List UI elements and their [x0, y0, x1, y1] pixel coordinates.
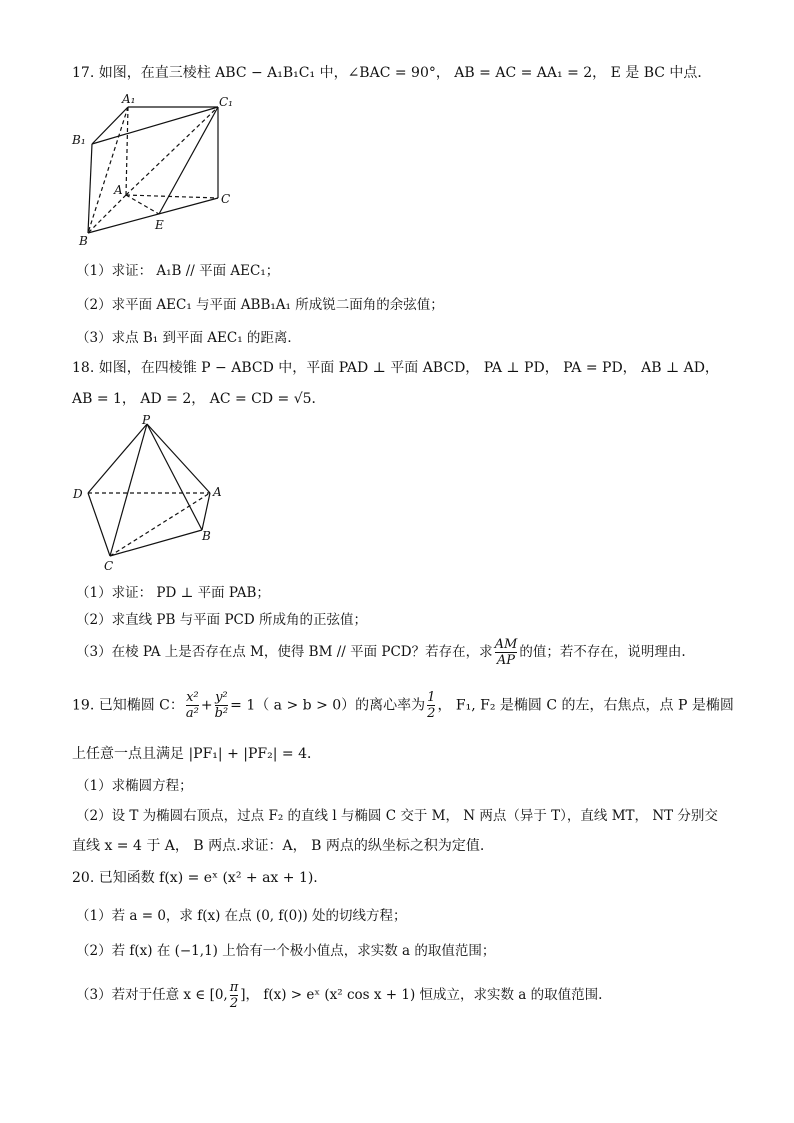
label-C1: C₁ [219, 95, 233, 109]
edge-PA [147, 424, 210, 493]
prism-figure [70, 90, 250, 250]
q18-fraction-am-ap: $\frac{AM}{AP}$ [494, 637, 518, 668]
q19-part2: （2）设 T 为椭圆右顶点，过点 F₂ 的直线 l 与椭圆 C 交于 M， N 两点（异于 T），直线 MT， NT 分别交 [76, 808, 718, 824]
q19-part1: （1）求椭圆方程； [76, 778, 193, 794]
q18-part3 [76, 637, 686, 668]
q17-stem: 17. 如图，在直三棱柱 ABC − A₁B₁C₁ 中，∠BAC = 90°， AB = AC = AA₁ = 2， E 是 BC 中点． [72, 65, 712, 81]
q20-part3: （3）若对于任意 x ∈ [0, $\frac{\pi}{2}$ ]， f(x) > eˣ (x² cos x + 1) 恒成立，求实数 a 的取值范围. [76, 980, 603, 1011]
edge-AC [126, 195, 218, 198]
edge-PB [147, 424, 202, 530]
q20-frac-pi-2: $\frac{\pi}{2}$ [229, 980, 239, 1011]
q18-part3-before: （3）在棱 PA 上是否存在点 M，使得 BM // 平面 PCD？若存在，求 [76, 644, 493, 660]
edge-CB [110, 530, 202, 556]
q19-frac-y2-b2: $\frac{\text{y²}}{\text{b²}}$ [214, 690, 229, 721]
q17-part1: （1）求证： A₁B // 平面 AEC₁； [76, 263, 280, 279]
label-A: A [213, 485, 222, 499]
q18-part2: （2）求直线 PB 与平面 PCD 所成角的正弦值； [76, 612, 367, 628]
q18-part1: （1）求证： PD ⊥ 平面 PAB； [76, 585, 270, 601]
label-C: C [221, 192, 231, 206]
q17-part3: （3）求点 B₁ 到平面 AEC₁ 的距离． [76, 330, 301, 346]
label-B: B [202, 529, 211, 543]
label-D: D [73, 487, 83, 501]
label-C: C [104, 559, 114, 572]
label-E: E [155, 218, 164, 232]
edge-C1E [159, 107, 218, 214]
q19-frac-x2-a2: $\frac{\text{x²}}{\text{a²}}$ [185, 690, 199, 721]
edge-AE [126, 195, 159, 214]
q20-stem: 20. 已知函数 f(x) = eˣ (x² + ax + 1). [72, 870, 318, 886]
edge-A1B [88, 107, 128, 233]
q19-stem-line1: 19. 已知椭圆 C： $\frac{\text{x²}}{\text{a²}}$ + $\frac{\text{y²}}{\text{b²}}$ = 1（ a > b > 0）的离心率为 $\frac{1}{2}$ ， F₁, F₂ 是椭圆 C 的左，右焦点，点 P 是椭圆 [72, 690, 734, 721]
edge-A1A [126, 107, 128, 195]
q19-stem-line2: 上任意一点且满足 |PF₁| + |PF₂| = 4． [72, 746, 321, 762]
q18-stem-line1: 18. 如图，在四棱锥 P − ABCD 中，平面 PAD ⊥ 平面 ABCD， PA ⊥ PD， PA = PD， AB ⊥ AD， [72, 360, 719, 376]
pyramid-figure [68, 414, 228, 572]
q20-part1: （1）若 a = 0，求 f(x) 在点 (0, f(0)) 处的切线方程； [76, 908, 407, 924]
q19-part2-cont: 直线 x = 4 于 A， B 两点.求证：A， B 两点的纵坐标之积为定值. [72, 838, 485, 854]
edge-BC [88, 198, 218, 233]
q17-part2: （2）求平面 AEC₁ 与平面 ABB₁A₁ 所成锐二面角的余弦值； [76, 297, 444, 313]
label-A: A [114, 183, 123, 197]
q19-frac-one-half: $\frac{1}{2}$ [427, 690, 436, 721]
edge-B1B [88, 144, 92, 233]
edge-BA [202, 493, 210, 530]
label-B1: B₁ [72, 133, 86, 147]
label-B: B [79, 234, 88, 248]
q20-part2: （2）若 f(x) 在 (−1,1) 上恰有一个极小值点，求实数 a 的取值范围； [76, 943, 496, 959]
label-P: P [142, 414, 151, 427]
edge-PD [88, 424, 147, 493]
q18-stem-line2: AB = 1， AD = 2， AC = CD = √5． [72, 391, 326, 407]
label-A1: A₁ [122, 92, 136, 106]
edge-DC [88, 493, 110, 556]
q18-part3-after: 的值；若不存在，说明理由. [519, 644, 686, 660]
